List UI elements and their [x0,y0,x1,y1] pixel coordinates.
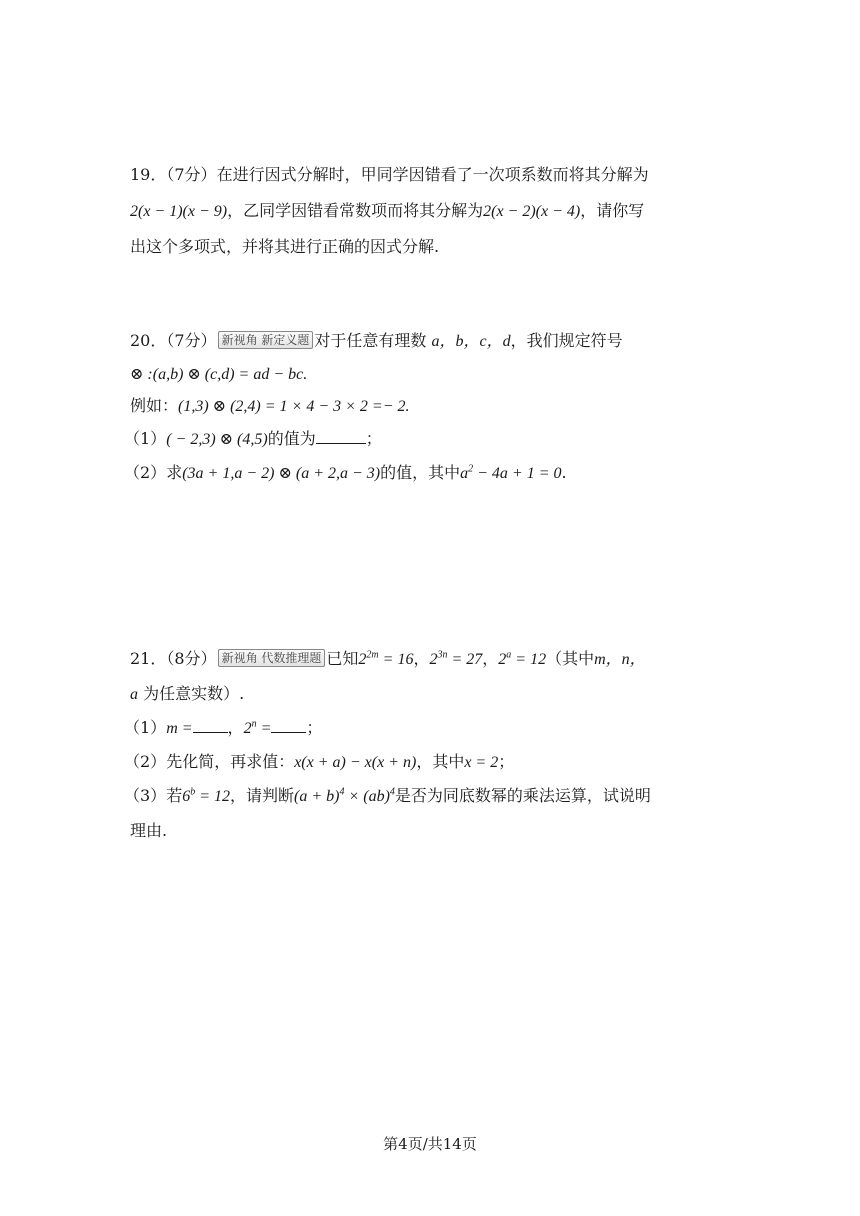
q21-part2-label: （2） [124,752,167,771]
page-footer: 第4页/共14页 [383,1135,477,1153]
q21-part2-mid: ，其中 [416,752,465,771]
q21-eq2-exp: 3n [437,649,448,661]
q21-number: 21． [130,649,167,668]
q21-part1-sep: ， [227,718,244,737]
q21-part3-line2 [130,820,167,842]
q20-text-1: 对于任意有理数 [314,331,427,350]
q19-number: 19． [130,165,167,184]
q21-part1-eq: = [256,720,272,737]
q19-line3 [130,236,439,258]
q21-eq3-base: 2 [498,651,507,668]
q20-number: 20． [130,331,167,350]
q21-badge: 新视角 代数推理题 [218,649,326,667]
q21-line2-var: a [130,686,138,703]
q19-line2 [130,200,644,223]
q21-part3-base: 6 [182,788,191,805]
q20-vars: a，b，c，d [431,333,511,350]
q20-definition-line [130,363,307,386]
q20-part2-cond-exp: 2 [468,463,474,475]
q19-math-b: 2(x − 2)(x − 4) [483,203,581,220]
q20-part1-label: （1） [124,429,167,448]
q21-score: （8分） [166,649,217,668]
q20-part2 [124,462,567,485]
q20-score: （7分） [166,331,217,350]
q21-eq1-rest: = 16 [378,651,414,668]
q19-text-1: 在进行因式分解时，甲同学因错看了一次项系数而将其分解为 [216,165,649,184]
q20-part1 [124,428,382,451]
q21-part2 [124,751,514,774]
q20-part2-label: （2） [124,463,167,482]
q20-badge: 新视角 新定义题 [218,331,314,349]
q21-part2-cond: x = 2 [464,754,499,771]
q21-line1 [130,648,646,671]
q20-part2-text: 求 [166,463,183,482]
q21-part1-n: n [251,718,257,730]
q21-text-1: 已知 [326,649,359,668]
q20-example: (1,3) ⊗ (2,4) = 1 × 4 − 3 × 2 =− 2. [178,398,410,415]
q19-math-a: 2(x − 1)(x − 9) [130,203,228,220]
q19-text-2: ，乙同学因错看常数项而将其分解为 [227,201,484,220]
q21-part3-expr-a: (a + b) [294,788,340,805]
q20-example-label: 例如： [130,396,179,415]
q21-part3-exp-a: 4 [339,786,345,798]
q21-part1-m: m = [166,720,193,737]
q21-part1-end: ； [306,718,323,737]
q20-part1-expr: ( − 2,3) ⊗ (4,5) [166,431,268,448]
q21-part2-text: 先化简，再求值： [166,752,295,771]
q21-part3-rest: = 12 [195,788,230,805]
q21-sep-2: ， [482,649,499,668]
q21-part1-label: （1） [124,718,167,737]
q21-part3-exp-b: 4 [389,786,395,798]
q20-part2-cond-base: a [460,465,469,482]
q21-part1 [124,717,322,740]
q20-text-1-end: ，我们规定符号 [510,331,623,350]
q20-part2-expr: (3a + 1,a − 2) ⊗ (a + 2,a − 3) [182,465,381,482]
q20-part2-cond-rest: − 4a + 1 = 0 [473,465,562,482]
q21-part3-text: 若 [166,786,183,805]
q21-eq1-base: 2 [358,651,367,668]
q19-line1 [130,164,649,186]
q21-eq2-base: 2 [429,651,438,668]
q21-part3-expr-b: (ab) [363,788,390,805]
q21-part3-end: 是否为同底数幂的乘法运算，试说明 [394,786,651,805]
q21-part1-blank-m [193,718,228,733]
q21-part3-exp: b [190,786,196,798]
q21-eq1-exp: 2m [366,649,379,661]
q21-line2-text: 为任意实数）. [143,684,245,703]
q20-definition: ⊗ :(a,b) ⊗ (c,d) = ad − bc. [130,366,308,383]
q21-part3 [124,785,651,808]
q21-part2-end: ； [498,752,515,771]
q20-part1-blank [316,429,366,444]
q21-part1-blank-n [271,718,306,733]
q20-example-line [130,395,410,418]
q19-text-2-end: ，请你写 [580,201,645,220]
q20-part1-text: 的值为 [267,429,316,448]
q21-eq2-rest: = 27 [447,651,483,668]
q21-part3-times: × [344,788,364,805]
q20-part1-end: ； [365,429,382,448]
q21-part2-expr: x(x + a) − x(x + n) [294,754,417,771]
q20-part2-end: . [561,463,567,482]
q19-text-3: 出这个多项式，并将其进行正确的因式分解. [130,237,440,256]
q21-part3-label: （3） [124,786,167,805]
q19-score: （7分） [166,165,217,184]
q21-part3-mid: ，请判断 [230,786,295,805]
q21-eq3-exp: a [506,649,512,661]
q21-part1-2: 2 [243,720,252,737]
q20-part2-mid: 的值，其中 [380,463,461,482]
q21-vars: m，n， [594,651,646,668]
q21-sep-1: ， [413,649,430,668]
q21-part3-line2-text: 理由. [130,821,168,840]
q21-eq3-rest: = 12 [511,651,547,668]
q21-paren: （其中 [546,649,595,668]
q20-line1 [130,330,623,353]
q21-line2 [130,683,244,706]
